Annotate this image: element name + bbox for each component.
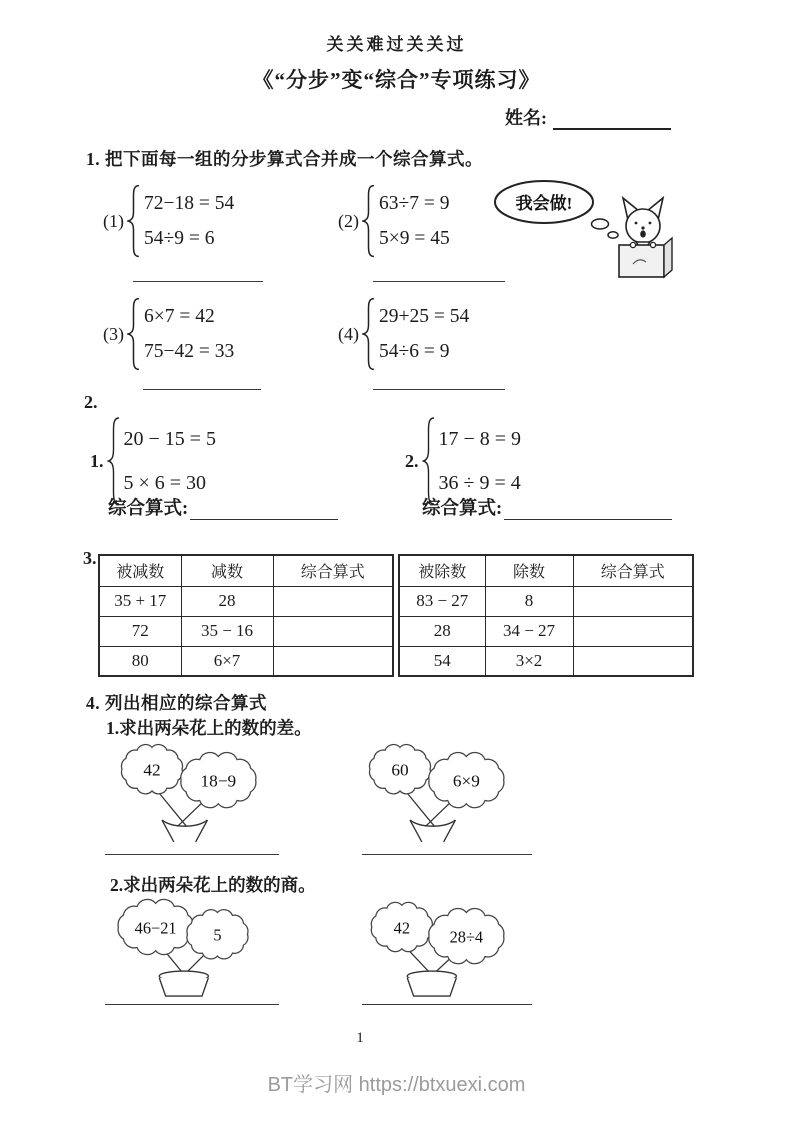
table-cell: 6×7 — [181, 646, 273, 676]
table-cell: 72 — [99, 616, 181, 646]
table-row — [99, 616, 393, 646]
answer-blank — [504, 504, 672, 520]
answer-blank-line — [373, 389, 505, 390]
table-header-row — [399, 555, 693, 586]
flower-value: 28÷4 — [449, 927, 484, 947]
answer-blank-line — [105, 854, 279, 855]
dog-icon — [623, 198, 663, 251]
q3-table-subtraction — [98, 554, 394, 677]
table-row — [99, 586, 393, 616]
equation: 6×7 = 42 — [144, 305, 215, 327]
answer-label: 综合算式: — [422, 499, 503, 519]
flower-value: 46−21 — [134, 918, 177, 938]
table-header-row — [99, 555, 393, 586]
table-row — [399, 616, 693, 646]
flower-pot-figure — [360, 896, 520, 998]
pot-icon — [159, 971, 208, 996]
dog-mascot-illustration — [492, 178, 677, 280]
table-row — [99, 646, 393, 676]
q1-group-3-label: (3) — [103, 323, 124, 344]
equation: 17 − 8 = 9 — [438, 427, 522, 450]
speech-bubble-text: 我会做! — [515, 194, 573, 213]
flower-value: 42 — [393, 918, 410, 938]
table-cell — [273, 586, 393, 616]
flower-icon — [369, 745, 430, 794]
equation: 63÷7 = 9 — [379, 192, 450, 214]
equation: 20 − 15 = 5 — [123, 427, 217, 450]
answer-blank-line — [133, 281, 263, 282]
equation: 5 × 6 = 30 — [123, 471, 207, 494]
flower-value: 5 — [213, 925, 222, 945]
q3-number: 3. — [83, 548, 97, 568]
equation: 36 ÷ 9 = 4 — [438, 471, 521, 494]
equation: 72−18 = 54 — [144, 192, 235, 214]
pot-icon — [407, 971, 456, 996]
table-cell: 8 — [485, 586, 573, 616]
flower-icon — [118, 899, 193, 954]
q2-group-2 — [405, 416, 521, 506]
equation: 54÷6 = 9 — [379, 340, 450, 362]
q1-group-3 — [103, 297, 234, 371]
flower-icon — [429, 753, 504, 808]
brace-icon — [362, 184, 375, 258]
table-cell: 3×2 — [485, 646, 573, 676]
table-cell: 35 + 17 — [99, 586, 181, 616]
table-row — [399, 586, 693, 616]
flower-pot-figure — [112, 896, 272, 998]
thought-dot — [608, 232, 618, 238]
flower-value: 60 — [391, 760, 409, 780]
table-cell — [273, 646, 393, 676]
column-header: 被除数 — [399, 555, 485, 586]
flower-icon — [371, 902, 432, 951]
table-cell: 54 — [399, 646, 485, 676]
answer-blank-line — [143, 389, 261, 390]
answer-blank-line — [105, 1004, 279, 1005]
name-blank — [553, 112, 671, 130]
thought-dot — [592, 219, 609, 229]
column-header: 除数 — [485, 555, 573, 586]
equation: 5×9 = 45 — [379, 227, 450, 249]
column-header: 被减数 — [99, 555, 181, 586]
table-cell — [573, 586, 693, 616]
answer-blank-line — [362, 854, 532, 855]
watermark: BT学习网 https://btxuexi.com — [267, 1074, 526, 1096]
q4-title: 4. 列出相应的综合算式 — [86, 693, 267, 713]
flower-value: 42 — [143, 760, 161, 780]
q2-group-1 — [90, 416, 216, 506]
flower-value: 6×9 — [452, 771, 480, 791]
brace-icon — [127, 297, 140, 371]
table-cell — [573, 616, 693, 646]
answer-label: 综合算式: — [108, 499, 189, 519]
flower-value: 18−9 — [200, 771, 237, 791]
flower-icon — [187, 910, 248, 959]
equation: 29+25 = 54 — [379, 305, 470, 327]
table-cell: 35 − 16 — [181, 616, 273, 646]
q1-group-2-label: (2) — [338, 210, 359, 231]
q1-group-4-label: (4) — [338, 323, 359, 344]
table-cell — [273, 616, 393, 646]
q3-table-division — [398, 554, 694, 677]
q1-group-1-label: (1) — [103, 210, 124, 231]
brace-icon — [422, 416, 435, 506]
flower-icon — [181, 753, 256, 808]
q4-sub2-title: 2.求出两朵花上的数的商。 — [110, 875, 316, 895]
equation: 75−42 = 33 — [144, 340, 235, 362]
page-number: 1 — [356, 1030, 364, 1046]
flower-vase-figure — [360, 740, 520, 842]
q1-group-1 — [103, 184, 234, 258]
table-cell: 80 — [99, 646, 181, 676]
q4-sub1-title: 1.求出两朵花上的数的差。 — [106, 718, 312, 738]
column-header: 综合算式 — [573, 555, 693, 586]
doc-header: 关关难过关关过 — [326, 35, 467, 54]
q2-answer-2 — [422, 494, 672, 520]
column-header: 综合算式 — [273, 555, 393, 586]
table-cell: 34 − 27 — [485, 616, 573, 646]
answer-blank-line — [362, 1004, 532, 1005]
flower-icon — [121, 745, 182, 794]
table-cell: 28 — [181, 586, 273, 616]
brace-icon — [107, 416, 120, 506]
name-line — [505, 104, 671, 130]
brace-icon — [362, 297, 375, 371]
q2-group-1-label: 1. — [90, 450, 104, 471]
q2-number: 2. — [84, 392, 98, 412]
table-row — [399, 646, 693, 676]
column-header: 减数 — [181, 555, 273, 586]
answer-blank-line — [373, 281, 505, 282]
name-label: 姓名: — [505, 108, 547, 128]
q1-title: 1. 把下面每一组的分步算式合并成一个综合算式。 — [86, 149, 483, 169]
equation: 54÷9 = 6 — [144, 227, 215, 249]
table-cell: 83 − 27 — [399, 586, 485, 616]
q2-answer-1 — [108, 494, 338, 520]
q2-group-2-label: 2. — [405, 450, 419, 471]
q1-group-2 — [338, 184, 450, 258]
table-cell: 28 — [399, 616, 485, 646]
table-cell — [573, 646, 693, 676]
answer-blank — [190, 504, 338, 520]
flower-icon — [429, 909, 504, 964]
q1-group-4 — [338, 297, 469, 371]
brace-icon — [127, 184, 140, 258]
flower-vase-figure — [112, 740, 272, 842]
page-title: 《“分步”变“综合”专项练习》 — [252, 68, 541, 92]
